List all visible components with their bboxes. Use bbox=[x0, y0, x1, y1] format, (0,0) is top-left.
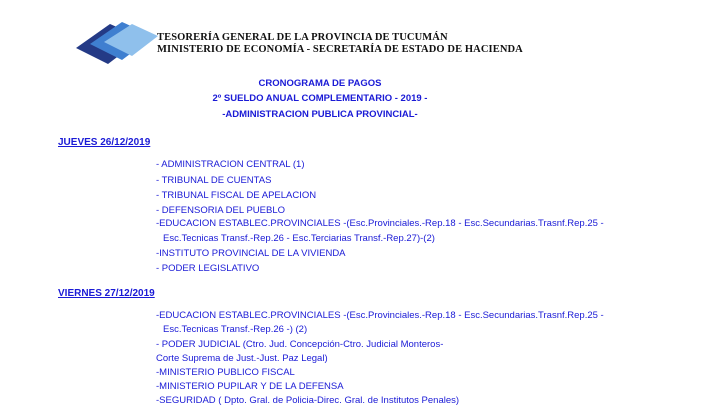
treasury-logo bbox=[70, 14, 158, 70]
list-item: -EDUCACION ESTABLEC.PROVINCIALES -(Esc.Provinciales.-Rep.18 - Esc.Secundarias.Trasnf.Rep.25 - bbox=[156, 218, 604, 229]
list-item: -MINISTERIO PUBLICO FISCAL bbox=[156, 367, 295, 378]
list-item-continuation: Corte Suprema de Just.-Just. Paz Legal) bbox=[156, 353, 328, 364]
list-item-continuation: Esc.Tecnicas Transf.-Rep.26 - Esc.Terciarias Transf.-Rep.27)-(2) bbox=[163, 233, 435, 244]
header-institution: TESORERÍA GENERAL DE LA PROVINCIA DE TUCUMÁN bbox=[157, 32, 448, 43]
day-heading-friday: VIERNES 27/12/2019 bbox=[58, 288, 155, 299]
schedule-subtitle: 2º SUELDO ANUAL COMPLEMENTARIO - 2019 - bbox=[212, 93, 428, 104]
header-ministry: MINISTERIO DE ECONOMÍA - SECRETARÍA DE ESTADO DE HACIENDA bbox=[157, 44, 523, 55]
list-item: -INSTITUTO PROVINCIAL DE LA VIVIENDA bbox=[156, 248, 346, 259]
schedule-scope: -ADMINISTRACION PUBLICA PROVINCIAL- bbox=[222, 109, 418, 120]
list-item: -SEGURIDAD ( Dpto. Gral. de Policia-Direc. Gral. de Institutos Penales) bbox=[156, 395, 460, 406]
schedule-title: CRONOGRAMA DE PAGOS bbox=[258, 78, 382, 89]
list-item: - DEFENSORIA DEL PUEBLO bbox=[156, 205, 285, 216]
list-item: -MINISTERIO PUPILAR Y DE LA DEFENSA bbox=[156, 381, 344, 392]
list-item: - TRIBUNAL DE CUENTAS bbox=[156, 175, 272, 186]
list-item-continuation: Esc.Tecnicas Transf.-Rep.26 -) (2) bbox=[163, 324, 308, 335]
list-item: - PODER LEGISLATIVO bbox=[156, 263, 260, 274]
list-item: - ADMINISTRACION CENTRAL (1) bbox=[156, 159, 305, 170]
list-item: - TRIBUNAL FISCAL DE APELACION bbox=[156, 190, 317, 201]
list-item: -EDUCACION ESTABLEC.PROVINCIALES -(Esc.Provinciales.-Rep.18 - Esc.Secundarias.Trasnf.Rep.25 - bbox=[156, 310, 604, 321]
day-heading-thursday: JUEVES 26/12/2019 bbox=[58, 137, 151, 148]
list-item: - PODER JUDICIAL (Ctro. Jud. Concepción-Ctro. Judicial Monteros- bbox=[156, 339, 444, 350]
